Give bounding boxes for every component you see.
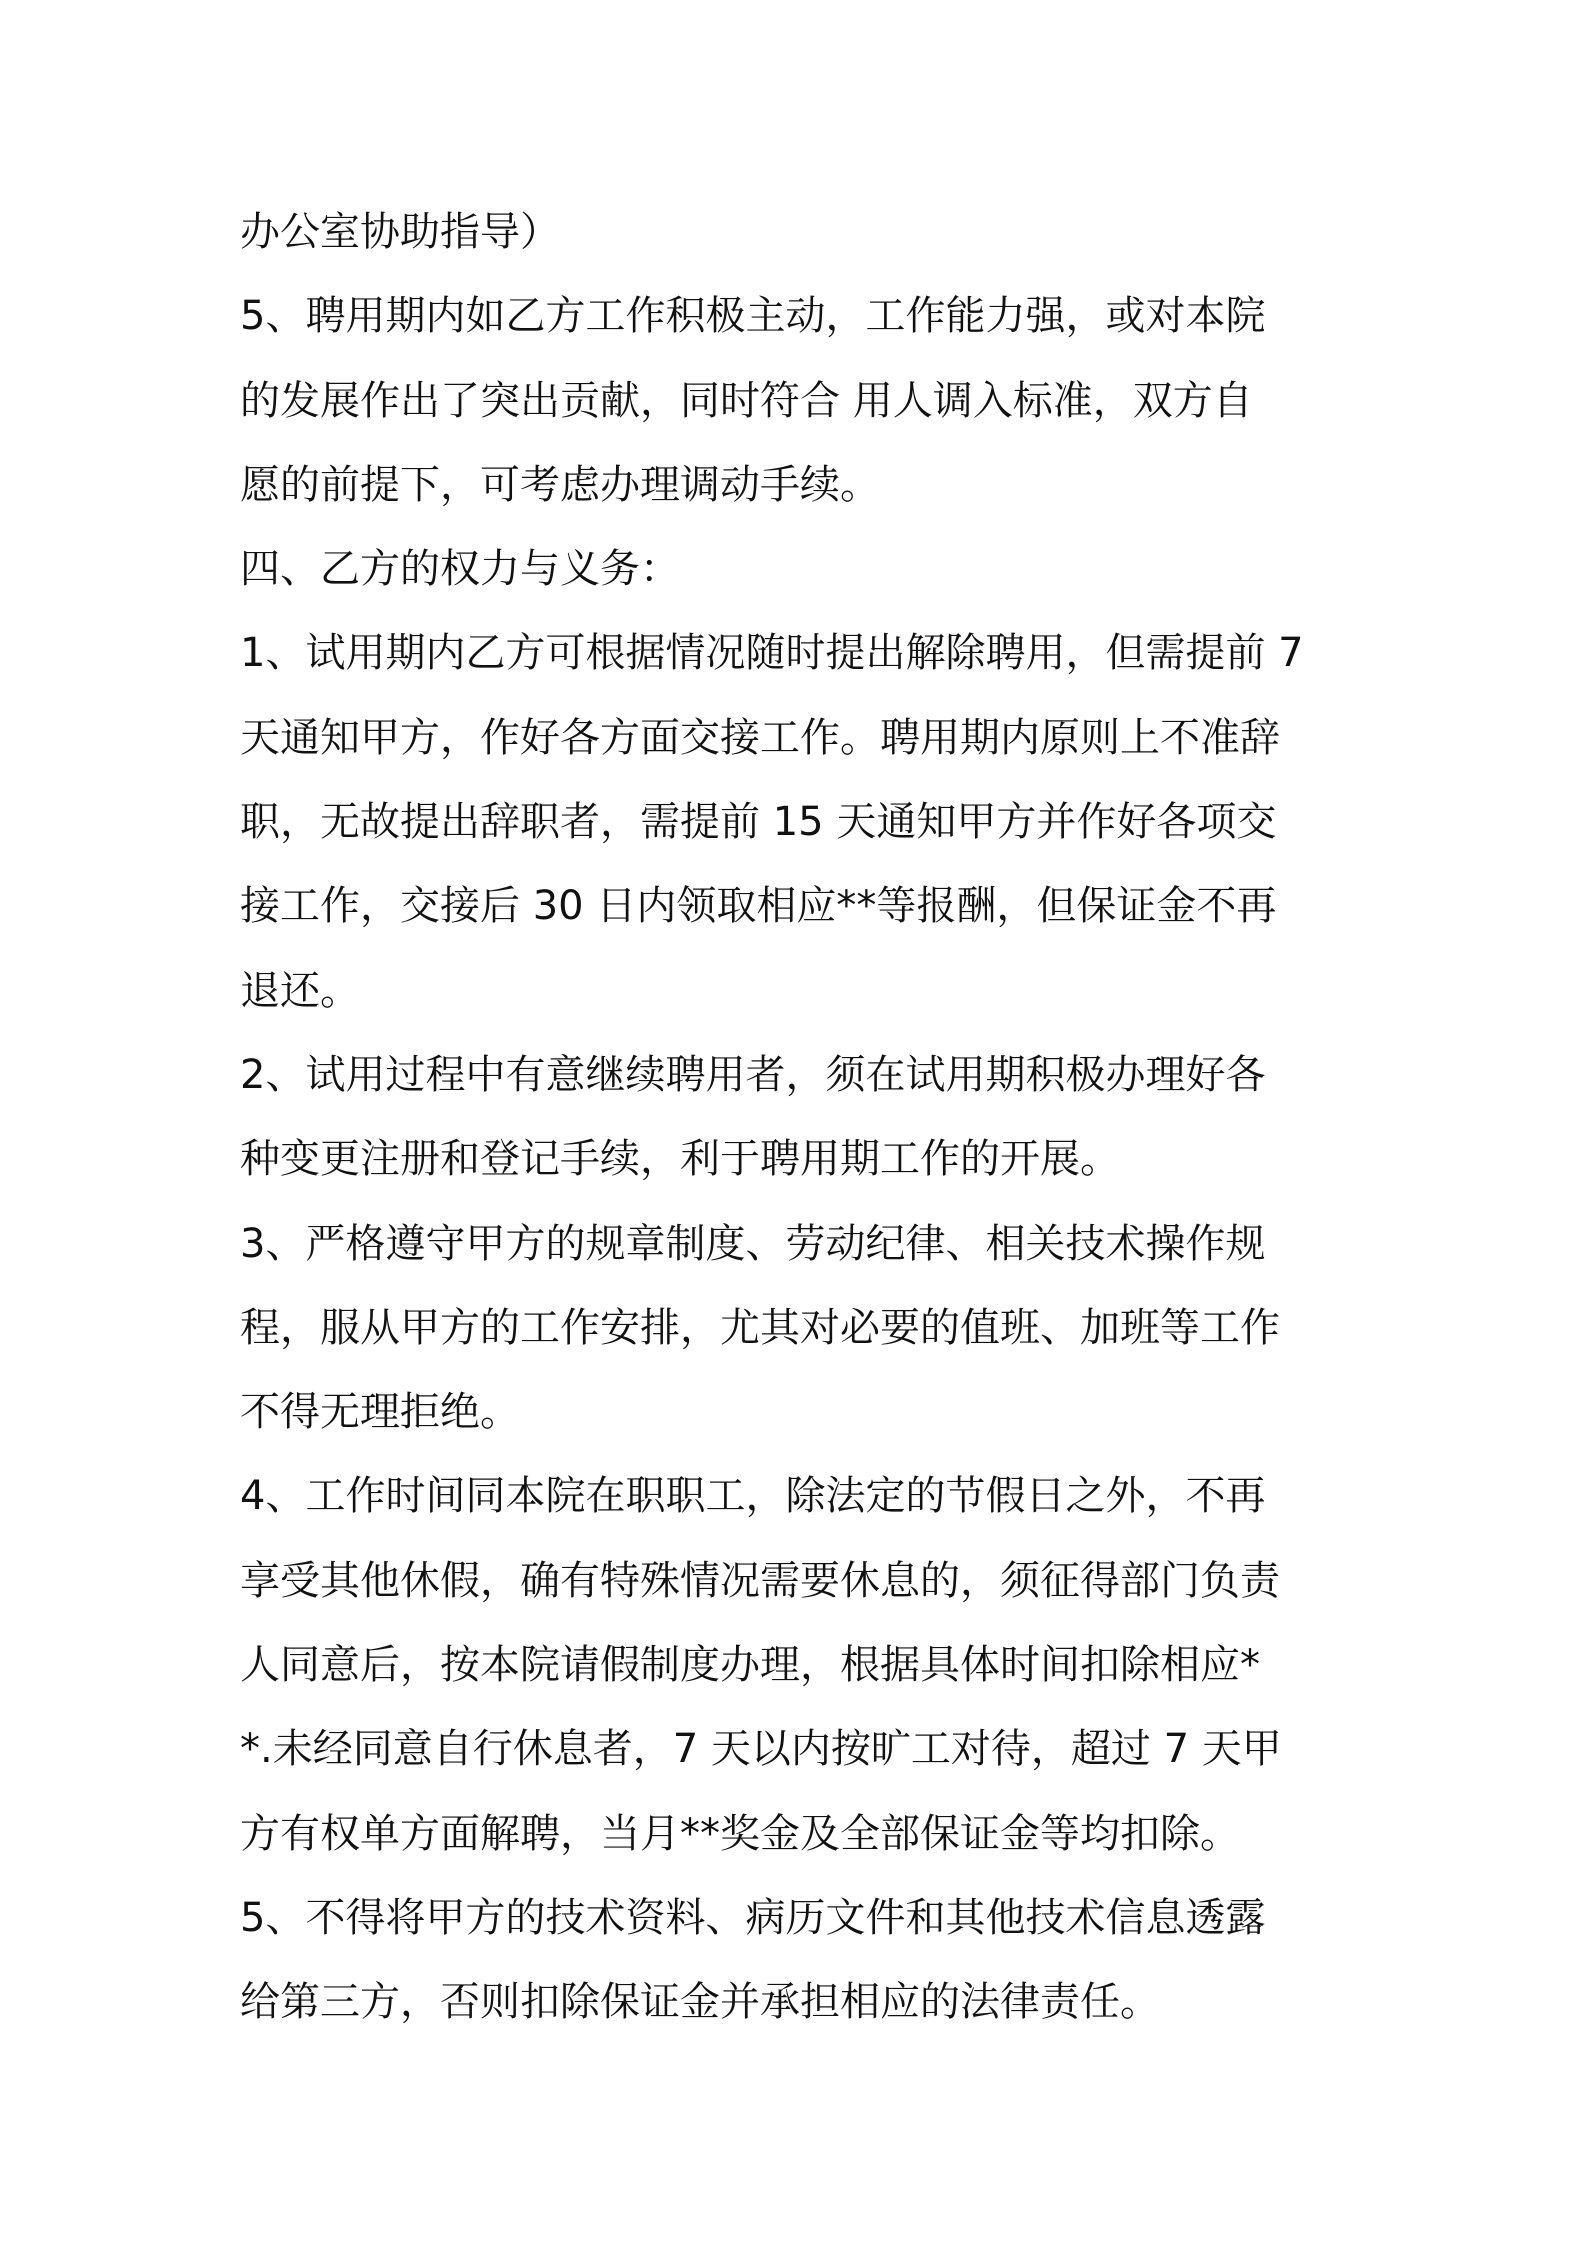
text-line: 接工作，交接后 30 日内领取相应**等报酬，但保证金不再 (240, 883, 1277, 930)
text-line: 不得无理拒绝。 (240, 1389, 520, 1436)
text-line: 1、试用期内乙方可根据情况随时提出解除聘用，但需提前 7 (240, 630, 1304, 677)
text-line: *.未经同意自行休息者，7 天以内按旷工对待，超过 7 天甲 (240, 1726, 1282, 1773)
text-line: 职，无故提出辞职者，需提前 15 天通知甲方并作好各项交 (240, 799, 1277, 846)
section-heading: 四、乙方的权力与义务： (240, 546, 680, 593)
text-line: 5、不得将甲方的技术资料、病历文件和其他技术信息透露 (240, 1894, 1266, 1941)
text-line: 4、工作时间同本院在职职工，除法定的节假日之外，不再 (240, 1473, 1266, 1520)
text-line: 愿的前提下，可考虑办理调动手续。 (240, 461, 880, 508)
text-line: 退还。 (240, 967, 360, 1014)
text-line: 3、严格遵守甲方的规章制度、劳动纪律、相关技术操作规 (240, 1220, 1266, 1267)
text-line: 人同意后，按本院请假制度办理，根据具体时间扣除相应* (240, 1642, 1260, 1689)
text-line: 天通知甲方，作好各方面交接工作。聘用期内原则上不准辞 (240, 714, 1280, 761)
text-line: 方有权单方面解聘，当月**奖金及全部保证金等均扣除。 (240, 1810, 1240, 1857)
text-line: 2、试用过程中有意继续聘用者，须在试用期积极办理好各 (240, 1051, 1266, 1098)
text-line: 种变更注册和登记手续，利于聘用期工作的开展。 (240, 1136, 1120, 1183)
document-body (240, 190, 1356, 2045)
text-line: 享受其他休假，确有特殊情况需要休息的，须征得部门负责 (240, 1557, 1280, 1604)
text-line: 给第三方，否则扣除保证金并承担相应的法律责任。 (240, 1979, 1160, 2026)
text-line: 5、聘用期内如乙方工作积极主动，工作能力强，或对本院 (240, 293, 1266, 340)
text-line: 的发展作出了突出贡献，同时符合 用人调入标准，双方自 (240, 377, 1253, 424)
text-line: 程，服从甲方的工作安排，尤其对必要的值班、加班等工作 (240, 1304, 1280, 1351)
text-line: 办公室协助指导） (240, 209, 560, 255)
